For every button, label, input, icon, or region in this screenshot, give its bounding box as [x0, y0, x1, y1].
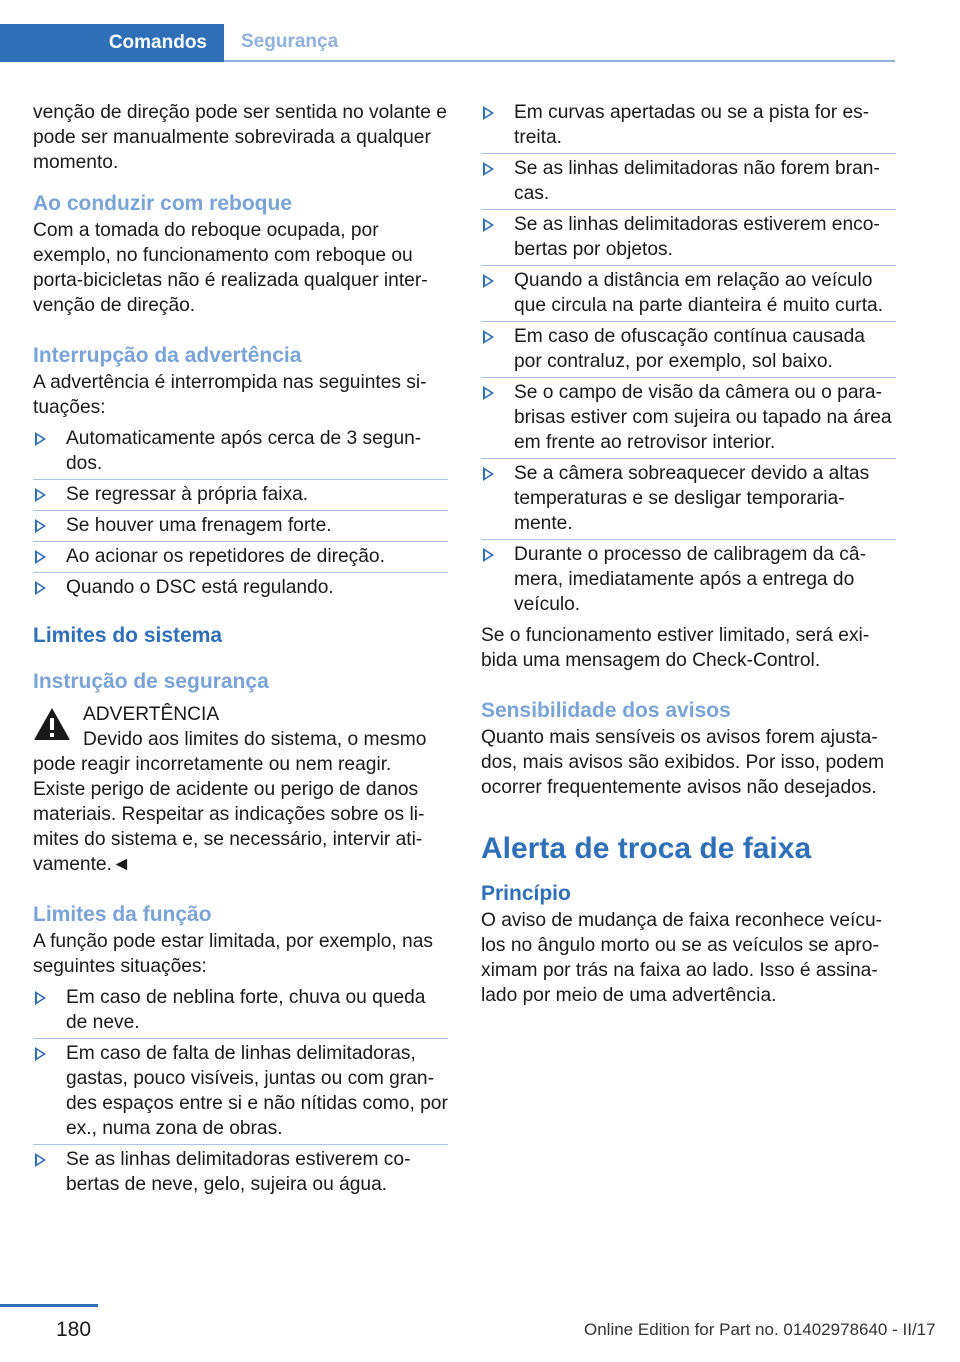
list-item: Se as linhas delimitadoras estiverem cobertas de neve, gelo, sujeira ou água.: [33, 1147, 448, 1197]
bullet-arrow-icon: [35, 581, 46, 595]
bullet-arrow-icon: [483, 218, 494, 232]
paragraph-limites-funcao: A função pode estar limitada, por exemplo, nas seguintes situações:: [33, 931, 433, 977]
paragraph-funcionamento: Se o funcionamento estiver limitado, será exibida uma mensagem do Check-Control.: [481, 625, 870, 671]
heading-interrupcao: Interrupção da advertência: [33, 344, 302, 367]
list-item: Se houver uma frenagem forte.: [33, 513, 448, 538]
warning-text: pode reagir incorretamente ou nem reagir. Existe perigo de acidente ou perigo de danos materiais. Respeitar as indicações sobre os limites do sistema e, se necessário, intervir ativamente.◄: [33, 754, 425, 875]
warning-triangle-icon: [33, 706, 71, 742]
heading-alerta-troca-faixa: Alerta de troca de faixa: [481, 832, 812, 865]
bullet-arrow-icon: [35, 432, 46, 446]
list-item: Quando a distância em relação ao veículo que circula na parte dianteira é muito curta.: [481, 268, 896, 318]
footer-rule: [0, 1304, 98, 1307]
bullet-arrow-icon: [35, 488, 46, 502]
tab-seguranca[interactable]: Segurança: [224, 24, 895, 62]
heading-limites-funcao: Limites da função: [33, 903, 212, 926]
paragraph-principio: O aviso de mudança de faixa reconhece veículos no ângulo morto ou se as veículos se aproximam por trás na faixa ao lado. Isso é assinalado por meio de uma advertência.: [481, 910, 883, 1006]
heading-instrucao-seguranca: Instrução de segurança: [33, 670, 269, 693]
heading-limites-sistema: Limites do sistema: [33, 624, 223, 647]
bullet-arrow-icon: [483, 162, 494, 176]
intro-paragraph: venção de direção pode ser sentida no volante e pode ser manualmente sobrevirada a qualquer momento.: [33, 102, 447, 173]
list-item: Se regressar à própria faixa.: [33, 482, 448, 507]
list-item: Se as linhas delimitadoras não forem brancas.: [481, 156, 896, 206]
heading-reboque: Ao conduzir com reboque: [33, 192, 293, 215]
bullet-arrow-icon: [483, 386, 494, 400]
paragraph-sensibilidade: Quanto mais sensíveis os avisos forem ajustados, mais avisos são exibidos. Por isso, podem ocorrer frequentemente avisos não desejados.: [481, 727, 885, 798]
paragraph-reboque: Com a tomada do reboque ocupada, por exemplo, no funcionamento com reboque ou porta-bicicletas não é realizada qualquer intervenção de direção.: [33, 220, 428, 316]
list-item: Se a câmera sobreaquecer devido a altas temperaturas e se desligar temporariamente.: [481, 461, 896, 536]
list-limites-continued: [481, 100, 896, 617]
list-item: Automaticamente após cerca de 3 segundos.: [33, 426, 448, 476]
list-item: Em caso de falta de linhas delimitadoras, gastas, pouco visíveis, juntas ou com grandes espaços entre si e não nítidas como, por ex., numa zona de obras.: [33, 1041, 448, 1141]
bullet-arrow-icon: [35, 1047, 46, 1061]
bullet-arrow-icon: [35, 1153, 46, 1167]
list-item: Se as linhas delimitadoras estiverem encobertas por objetos.: [481, 212, 896, 262]
header-tabs: [0, 24, 895, 62]
list-interrupcao: [33, 426, 448, 600]
list-limites: [33, 985, 448, 1197]
right-column: [481, 100, 896, 1008]
bullet-arrow-icon: [35, 519, 46, 533]
edition-note: Online Edition for Part no. 01402978640 - II/17: [584, 1320, 936, 1339]
list-item: Quando o DSC está regulando.: [33, 575, 448, 600]
warning-title: ADVERTÊNCIA: [83, 704, 220, 725]
heading-principio: Princípio: [481, 882, 571, 905]
bullet-arrow-icon: [483, 467, 494, 481]
bullet-arrow-icon: [35, 550, 46, 564]
list-item: Durante o processo de calibragem da câmera, imediatamente após a entrega do veículo.: [481, 542, 896, 617]
warning-line1: Devido aos limites do sistema, o mesmo: [83, 729, 427, 750]
paragraph-interrupcao: A advertência é interrompida nas seguintes situações:: [33, 372, 427, 418]
left-column: [33, 100, 448, 1203]
list-item: Em curvas apertadas ou se a pista for estreita.: [481, 100, 896, 150]
warning-box: [33, 702, 448, 877]
bullet-arrow-icon: [483, 106, 494, 120]
list-item: Em caso de ofuscação contínua causada por contraluz, por exemplo, sol baixo.: [481, 324, 896, 374]
heading-sensibilidade: Sensibilidade dos avisos: [481, 699, 731, 722]
list-item: Em caso de neblina forte, chuva ou queda de neve.: [33, 985, 448, 1035]
tab-comandos[interactable]: Comandos: [0, 24, 224, 62]
bullet-arrow-icon: [483, 330, 494, 344]
list-item: Ao acionar os repetidores de direção.: [33, 544, 448, 569]
page-number: 180: [56, 1318, 92, 1341]
bullet-arrow-icon: [483, 548, 494, 562]
list-item: Se o campo de visão da câmera ou o para-brisas estiver com sujeira ou tapado na área em frente ao retrovisor interior.: [481, 380, 896, 455]
bullet-arrow-icon: [483, 274, 494, 288]
bullet-arrow-icon: [35, 991, 46, 1005]
